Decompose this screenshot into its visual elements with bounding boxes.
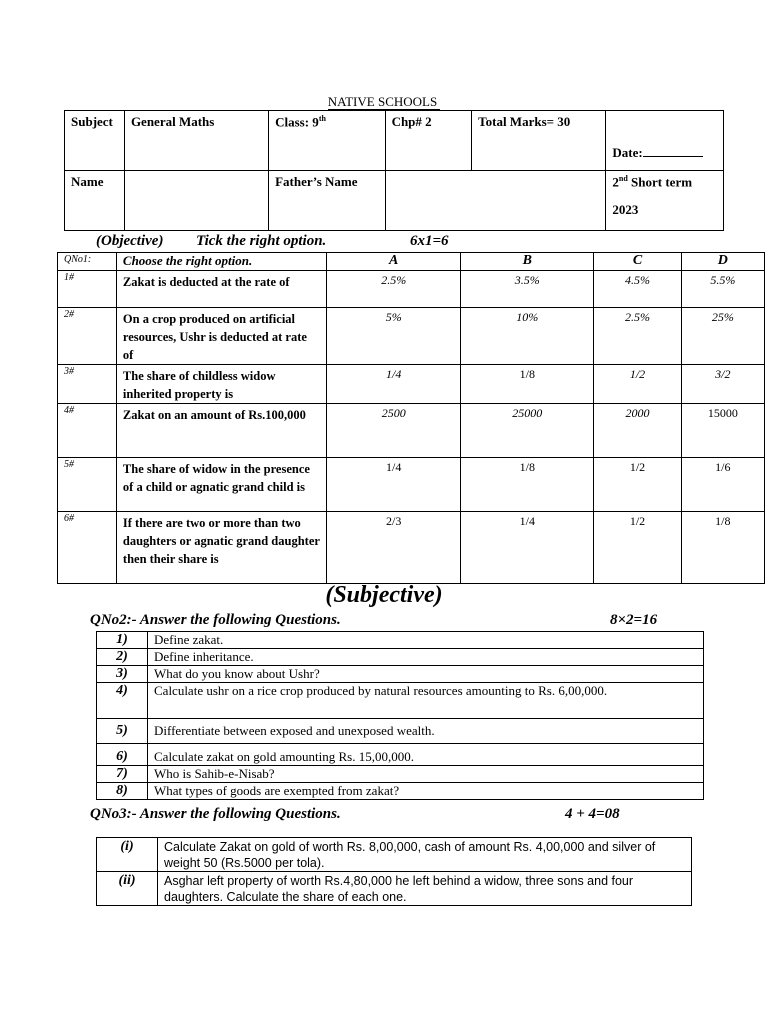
total-marks-cell: Total Marks= 30: [472, 111, 606, 171]
question-number: 4#: [58, 404, 117, 458]
q2-item-number: 5): [97, 719, 148, 744]
name-blank[interactable]: [124, 171, 268, 231]
q3-table: [96, 837, 692, 906]
qno1-label: QNo1:: [58, 253, 117, 271]
class-label: Class: 9: [275, 114, 319, 130]
q2-row: [97, 719, 704, 744]
q2-row: [97, 783, 704, 800]
q2-row: [97, 744, 704, 766]
option-c[interactable]: 1/2: [594, 458, 681, 512]
date-blank[interactable]: [643, 144, 703, 157]
term-label: Short term: [627, 174, 693, 190]
question-text: Zakat is deducted at the rate of: [116, 271, 326, 308]
question-number: 2#: [58, 308, 117, 365]
mcq-row: [58, 458, 765, 512]
q2-item-text: Define zakat.: [148, 632, 704, 649]
option-a[interactable]: 2500: [327, 404, 461, 458]
objective-instruction: Tick the right option.: [196, 233, 327, 249]
term-year: 2023: [612, 202, 639, 218]
option-a[interactable]: 2/3: [327, 512, 461, 584]
mcq-header-label: Choose the right option.: [116, 253, 326, 271]
q3-item-text: Asghar left property of worth Rs.4,80,000 he left behind a widow, three sons and four daughters. Calculate the share of each one.: [158, 872, 692, 906]
option-d[interactable]: 5.5%: [681, 271, 764, 308]
q3-item-number: (i): [97, 838, 158, 872]
mcq-row: [58, 271, 765, 308]
term-cell: [606, 171, 724, 231]
q2-item-number: 6): [97, 744, 148, 766]
option-b[interactable]: 3.5%: [461, 271, 594, 308]
q2-marks: 8×2=16: [610, 612, 658, 628]
date-label: Date:: [612, 145, 643, 160]
option-a[interactable]: 1/4: [327, 365, 461, 404]
date-cell: [606, 111, 724, 171]
q2-item-number: 3): [97, 666, 148, 683]
option-c[interactable]: 1/2: [594, 512, 681, 584]
option-a[interactable]: 5%: [327, 308, 461, 365]
mcq-row: [58, 308, 765, 365]
question-text: The share of widow in the presence of a child or agnatic grand child is: [116, 458, 326, 512]
q2-item-number: 2): [97, 649, 148, 666]
option-a[interactable]: 2.5%: [327, 271, 461, 308]
q2-row: [97, 649, 704, 666]
option-d[interactable]: 3/2: [681, 365, 764, 404]
q2-item-number: 8): [97, 783, 148, 800]
q2-row: [97, 632, 704, 649]
option-d[interactable]: 1/8: [681, 512, 764, 584]
option-b[interactable]: 25000: [461, 404, 594, 458]
question-text: The share of childless widow inherited property is: [116, 365, 326, 404]
subject-value: General Maths: [124, 111, 268, 171]
q2-item-number: 4): [97, 683, 148, 719]
objective-title: (Objective): [96, 233, 164, 249]
mcq-table: [57, 252, 765, 584]
name-label: Name: [65, 171, 125, 231]
option-header-c: C: [594, 253, 681, 271]
q2-row: [97, 666, 704, 683]
option-d[interactable]: 25%: [681, 308, 764, 365]
option-b[interactable]: 10%: [461, 308, 594, 365]
question-number: 3#: [58, 365, 117, 404]
subjective-title: (Subjective): [325, 582, 443, 608]
q3-item-text: Calculate Zakat on gold of worth Rs. 8,00,000, cash of amount Rs. 4,00,000 and silver of weight 50 (Rs.5000 per tola).: [158, 838, 692, 872]
objective-marks: 6x1=6: [410, 233, 449, 249]
father-name-label: Father’s Name: [269, 171, 385, 231]
question-number: 6#: [58, 512, 117, 584]
class-cell: [269, 111, 385, 171]
q2-item-text: What types of goods are exempted from zakat?: [148, 783, 704, 800]
q2-row: [97, 683, 704, 719]
option-d[interactable]: 1/6: [681, 458, 764, 512]
q3-item-number: (ii): [97, 872, 158, 906]
question-number: 5#: [58, 458, 117, 512]
option-b[interactable]: 1/8: [461, 365, 594, 404]
question-text: Zakat on an amount of Rs.100,000: [116, 404, 326, 458]
school-name: [0, 94, 768, 110]
option-b[interactable]: 1/4: [461, 512, 594, 584]
q2-item-text: What do you know about Ushr?: [148, 666, 704, 683]
class-sup: th: [318, 114, 326, 123]
q2-item-text: Calculate zakat on gold amounting Rs. 15,00,000.: [148, 744, 704, 766]
q2-item-number: 7): [97, 766, 148, 783]
option-c[interactable]: 2.5%: [594, 308, 681, 365]
q3-marks: 4 + 4=08: [565, 806, 620, 822]
mcq-row: [58, 404, 765, 458]
q2-item-number: 1): [97, 632, 148, 649]
father-name-blank[interactable]: [385, 171, 606, 231]
q2-row: [97, 766, 704, 783]
q2-item-text: Differentiate between exposed and unexposed wealth.: [148, 719, 704, 744]
option-header-a: A: [327, 253, 461, 271]
header-info-table: [64, 110, 724, 231]
option-c[interactable]: 1/2: [594, 365, 681, 404]
q3-row: [97, 838, 692, 872]
school-name-text: NATIVE SCHOOLS: [328, 95, 440, 110]
subject-label: Subject: [65, 111, 125, 171]
chapter-cell: Chp# 2: [385, 111, 472, 171]
q3-row: [97, 872, 692, 906]
question-number: 1#: [58, 271, 117, 308]
q2-table: [96, 631, 704, 800]
option-c[interactable]: 2000: [594, 404, 681, 458]
q3-title: QNo3:- Answer the following Questions.: [90, 806, 341, 822]
q2-title: QNo2:- Answer the following Questions.: [90, 612, 341, 628]
term-sup: nd: [618, 174, 628, 183]
question-text: If there are two or more than two daughters or agnatic grand daughter then their share is: [116, 512, 326, 584]
term-num: 2: [612, 174, 619, 190]
option-d[interactable]: 15000: [681, 404, 764, 458]
q2-item-text: Define inheritance.: [148, 649, 704, 666]
q2-item-text: Calculate ushr on a rice crop produced by natural resources amounting to Rs. 6,00,000.: [148, 683, 704, 719]
option-a[interactable]: 1/4: [327, 458, 461, 512]
option-header-b: B: [461, 253, 594, 271]
option-c[interactable]: 4.5%: [594, 271, 681, 308]
q2-item-text: Who is Sahib-e-Nisab?: [148, 766, 704, 783]
option-header-d: D: [681, 253, 764, 271]
mcq-row: [58, 365, 765, 404]
mcq-row: [58, 512, 765, 584]
option-b[interactable]: 1/8: [461, 458, 594, 512]
question-text: On a crop produced on artificial resources, Ushr is deducted at rate of: [116, 308, 326, 365]
